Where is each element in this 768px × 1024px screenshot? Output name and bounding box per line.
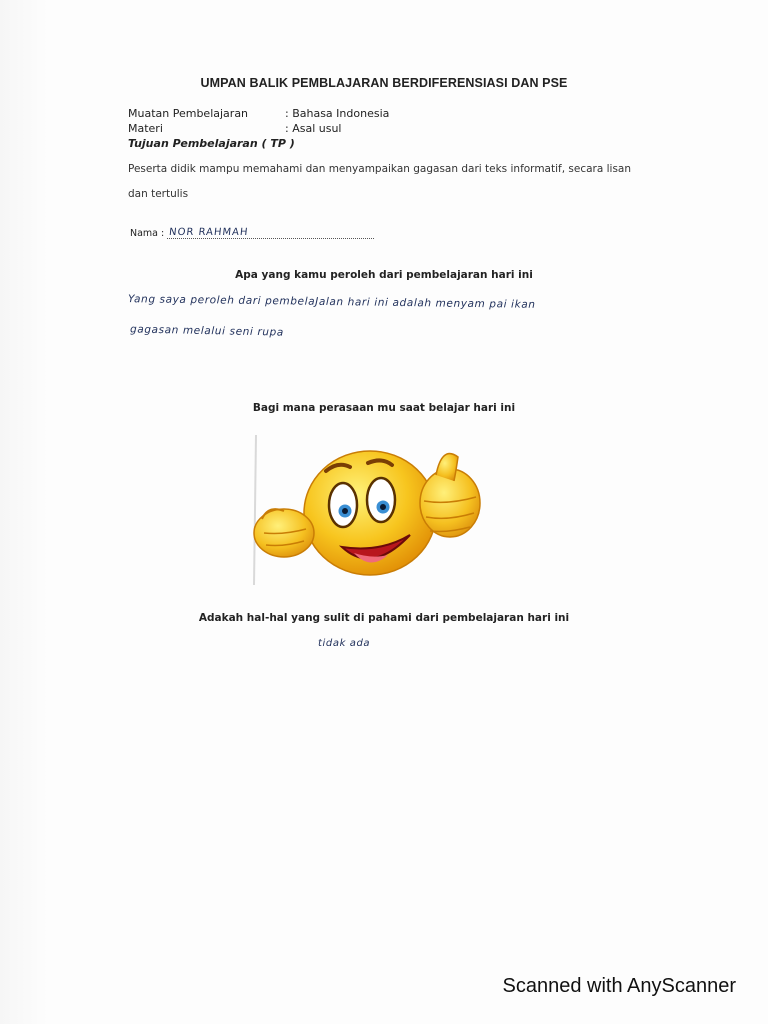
- name-row: [130, 227, 374, 239]
- scanner-watermark: Scanned with AnyScanner: [502, 975, 736, 997]
- name-dotted-line: [167, 227, 374, 239]
- meta-value-materi: : Asal usul: [285, 122, 342, 135]
- meta-label-materi: Materi: [128, 122, 163, 135]
- meta-value-muatan: : Bahasa Indonesia: [285, 107, 390, 120]
- answer-3: tidak ada: [318, 638, 371, 649]
- answer-1-line-2: gagasan melalui seni rupa: [129, 323, 284, 339]
- name-handwritten: NOR RAHMAH: [168, 227, 250, 238]
- thumbs-up-smiley-icon: [250, 435, 490, 585]
- tp-text: Peserta didik mampu memahami dan menyampaikan gagasan dari teks informatif, secara lisan dan tertulis: [128, 163, 632, 200]
- question-3: Adakah hal-hal yang sulit di pahami dari pembelajaran hari ini: [198, 612, 570, 624]
- question-1: Apa yang kamu peroleh dari pembelajaran hari ini: [235, 269, 533, 281]
- meta-label-muatan: Muatan Pembelajaran: [128, 107, 249, 120]
- document-title: UMPAN BALIK PEMBLAJARAN BERDIFERENSIASI DAN PSE: [200, 76, 568, 90]
- tp-heading: Tujuan Pembelajaran ( TP ): [128, 137, 295, 150]
- answer-1-line-1: Yang saya peroleh dari pembelaJalan hari ini adalah menyam pai ikan: [127, 293, 536, 311]
- question-2: Bagi mana perasaan mu saat belajar hari ini: [252, 402, 516, 414]
- scan-edge-shadow: [0, 0, 48, 1024]
- name-label: Nama :: [130, 228, 165, 239]
